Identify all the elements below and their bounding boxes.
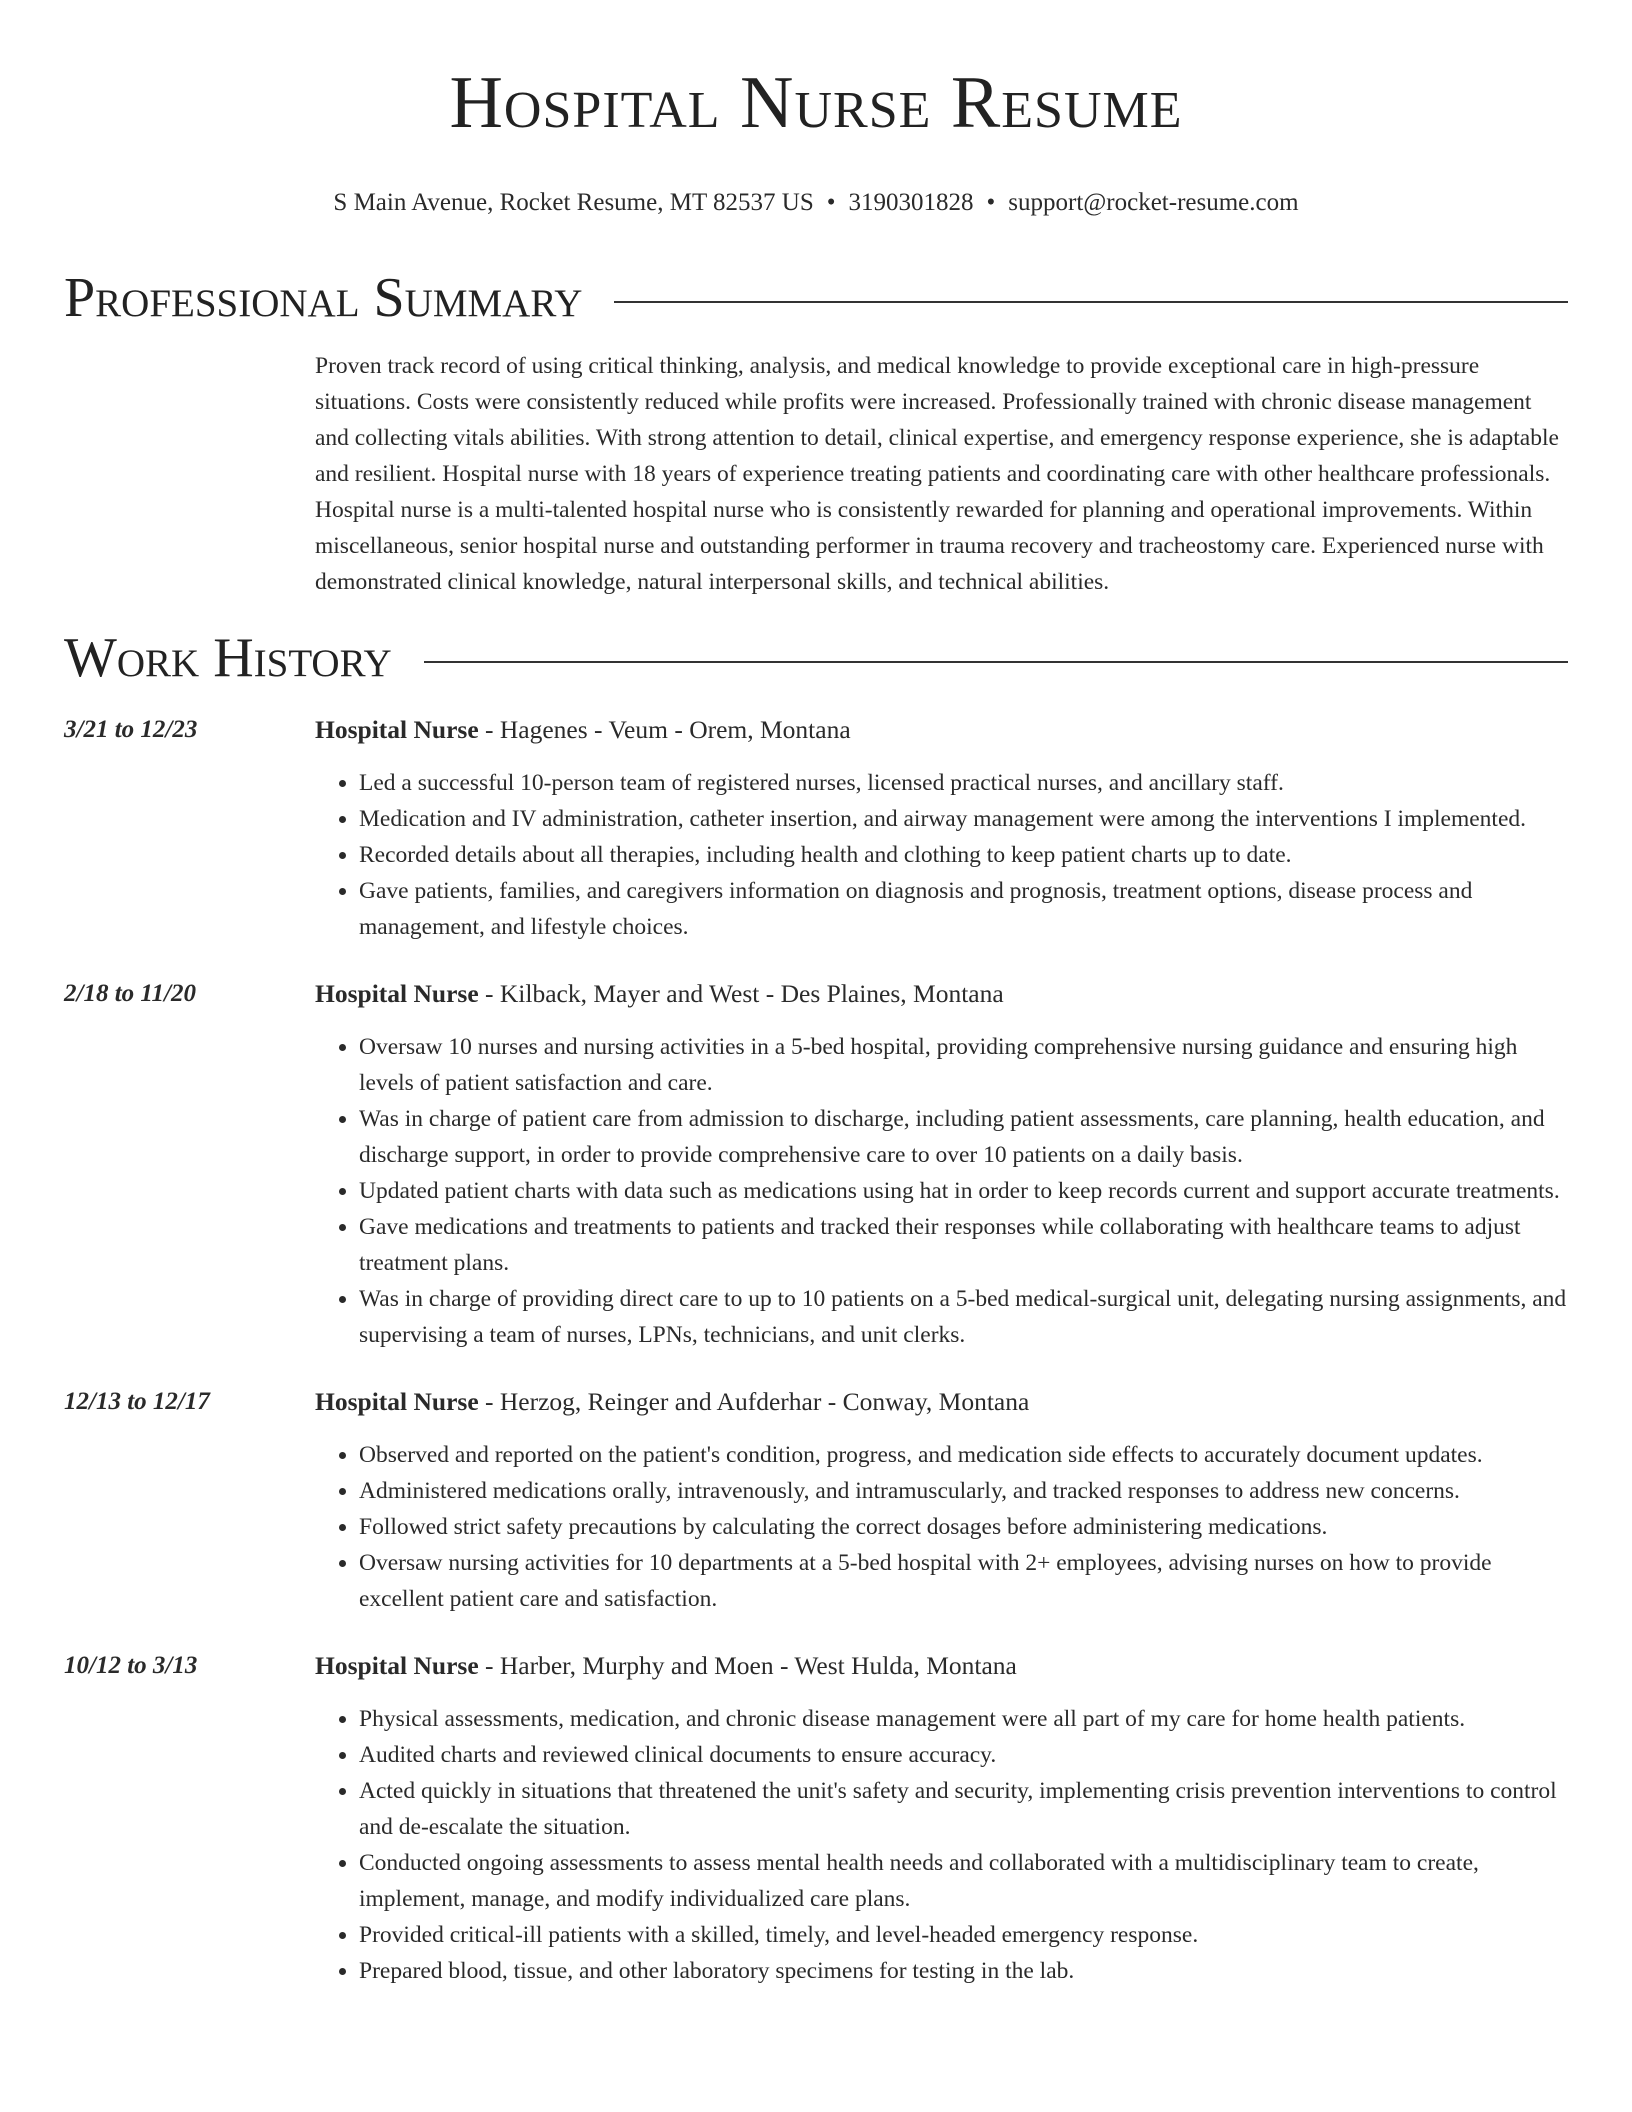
email-text: support@rocket-resume.com xyxy=(1008,189,1299,216)
job-bullet: • Led a successful 10-person team of registered nurses, licensed practical nurses, and ancillary staff. xyxy=(359,765,1568,801)
job-entry xyxy=(64,1384,1568,1617)
job-dates: 10/12 to 3/13 xyxy=(64,1652,198,1679)
resume-page xyxy=(64,0,1568,1989)
job-employer: - Hagenes - Veum - Orem, Montana xyxy=(478,715,851,744)
job-body xyxy=(315,1384,1568,1617)
job-bullet: • Recorded details about all therapies, including health and clothing to keep patient charts up to date. xyxy=(359,837,1568,873)
work-heading: Work History xyxy=(64,627,392,689)
job-bullet: • Observed and reported on the patient's condition, progress, and medication side effects to accurately document updates. xyxy=(359,1437,1568,1473)
job-bullet: • Acted quickly in situations that threatened the unit's safety and security, implementing crisis prevention interventions to control and de-escalate the situation. xyxy=(359,1773,1568,1845)
job-bullet: • Medication and IV administration, catheter insertion, and airway management were among the interventions I implemented. xyxy=(359,801,1568,837)
job-bullet: • Prepared blood, tissue, and other laboratory specimens for testing in the lab. xyxy=(359,1953,1568,1989)
job-title-line xyxy=(315,1648,1568,1684)
job-title-line xyxy=(315,976,1568,1012)
job-bullet: • Physical assessments, medication, and chronic disease management were all part of my care for home health patients. xyxy=(359,1701,1568,1737)
summary-section-header xyxy=(64,266,1568,330)
job-bullet: • Oversaw nursing activities for 10 departments at a 5-bed hospital with 2+ employees, advising nurses on how to provide excellent patient care and satisfaction. xyxy=(359,1545,1568,1617)
job-bullet: • Provided critical-ill patients with a skilled, timely, and level-headed emergency response. xyxy=(359,1917,1568,1953)
work-history-list xyxy=(64,712,1568,1989)
summary-heading: Professional Summary xyxy=(64,267,583,329)
job-body xyxy=(315,712,1568,945)
job-entry xyxy=(64,976,1568,1353)
job-bullet: • Gave patients, families, and caregivers information on diagnosis and prognosis, treatment options, disease process and management, and lifestyle choices. xyxy=(359,873,1568,945)
work-section-header xyxy=(64,626,1568,690)
job-title: Hospital Nurse xyxy=(315,1387,479,1416)
job-body xyxy=(315,976,1568,1353)
job-bullet: • Was in charge of providing direct care to up to 10 patients on a 5-bed medical-surgical unit, delegating nursing assignments, and supervising a team of nurses, LPNs, technicians, and unit clerks. xyxy=(359,1281,1568,1353)
job-entry xyxy=(64,1648,1568,1989)
job-dates: 12/13 to 12/17 xyxy=(64,1388,210,1415)
job-dates: 2/18 to 11/20 xyxy=(64,980,196,1007)
job-title-line xyxy=(315,1384,1568,1420)
job-bullet: • Followed strict safety precautions by calculating the correct dosages before administering medications. xyxy=(359,1509,1568,1545)
job-body xyxy=(315,1648,1568,1989)
job-bullet-list xyxy=(315,1437,1568,1617)
job-entry xyxy=(64,712,1568,945)
job-dates: 3/21 to 12/23 xyxy=(64,716,198,743)
section-divider xyxy=(614,301,1568,303)
job-bullet-list xyxy=(315,1701,1568,1989)
job-bullet: • Updated patient charts with data such as medications using hat in order to keep records current and support accurate treatments. xyxy=(359,1173,1568,1209)
job-employer: - Herzog, Reinger and Aufderhar - Conway, Montana xyxy=(478,1387,1030,1416)
job-title: Hospital Nurse xyxy=(315,1651,479,1680)
separator-dot: • xyxy=(986,189,996,216)
job-employer: - Harber, Murphy and Moen - West Hulda, Montana xyxy=(478,1651,1017,1680)
job-title: Hospital Nurse xyxy=(315,715,479,744)
separator-dot: • xyxy=(826,189,836,216)
job-bullet: • Conducted ongoing assessments to assess mental health needs and collaborated with a multidisciplinary team to create, implement, manage, and modify individualized care plans. xyxy=(359,1845,1568,1917)
job-title: Hospital Nurse xyxy=(315,979,479,1008)
job-employer: - Kilback, Mayer and West - Des Plaines, Montana xyxy=(478,979,1004,1008)
job-bullet-list xyxy=(315,765,1568,945)
address-text: S Main Avenue, Rocket Resume, MT 82537 US xyxy=(333,189,814,216)
section-divider xyxy=(424,661,1568,663)
job-bullet: • Audited charts and reviewed clinical documents to ensure accuracy. xyxy=(359,1737,1568,1773)
job-title-line xyxy=(315,712,1568,748)
summary-text: Proven track record of using critical thinking, analysis, and medical knowledge to provide exceptional care in high-pressure situations. Costs were consistently reduced while profits were increased. Professionally trained with chronic disease management and collecting vitals abilities. With strong attention to detail, clinical expertise, and emergency response experience, she is adaptable and resilient. Hospital nurse with 18 years of experience treating patients and coordinating care with other healthcare professionals. Hospital nurse is a multi-talented hospital nurse who is consistently rewarded for planning and operational improvements. Within miscellaneous, senior hospital nurse and outstanding performer in trauma recovery and tracheostomy care. Experienced nurse with demonstrated clinical knowledge, natural interpersonal skills, and technical abilities. xyxy=(315,353,1559,595)
job-bullet: • Gave medications and treatments to patients and tracked their responses while collaborating with healthcare teams to adjust treatment plans. xyxy=(359,1209,1568,1281)
page-title: Hospital Nurse Resume xyxy=(449,62,1183,144)
job-bullet: • Administered medications orally, intravenously, and intramuscularly, and tracked responses to address new concerns. xyxy=(359,1473,1568,1509)
contact-line xyxy=(64,188,1568,218)
phone-text: 3190301828 xyxy=(848,189,974,216)
job-bullet: • Oversaw 10 nurses and nursing activities in a 5-bed hospital, providing comprehensive nursing guidance and ensuring high levels of patient satisfaction and care. xyxy=(359,1029,1568,1101)
job-bullet: • Was in charge of patient care from admission to discharge, including patient assessments, care planning, health education, and discharge support, in order to provide comprehensive care to over 10 patients on a daily basis. xyxy=(359,1101,1568,1173)
job-bullet-list xyxy=(315,1029,1568,1353)
